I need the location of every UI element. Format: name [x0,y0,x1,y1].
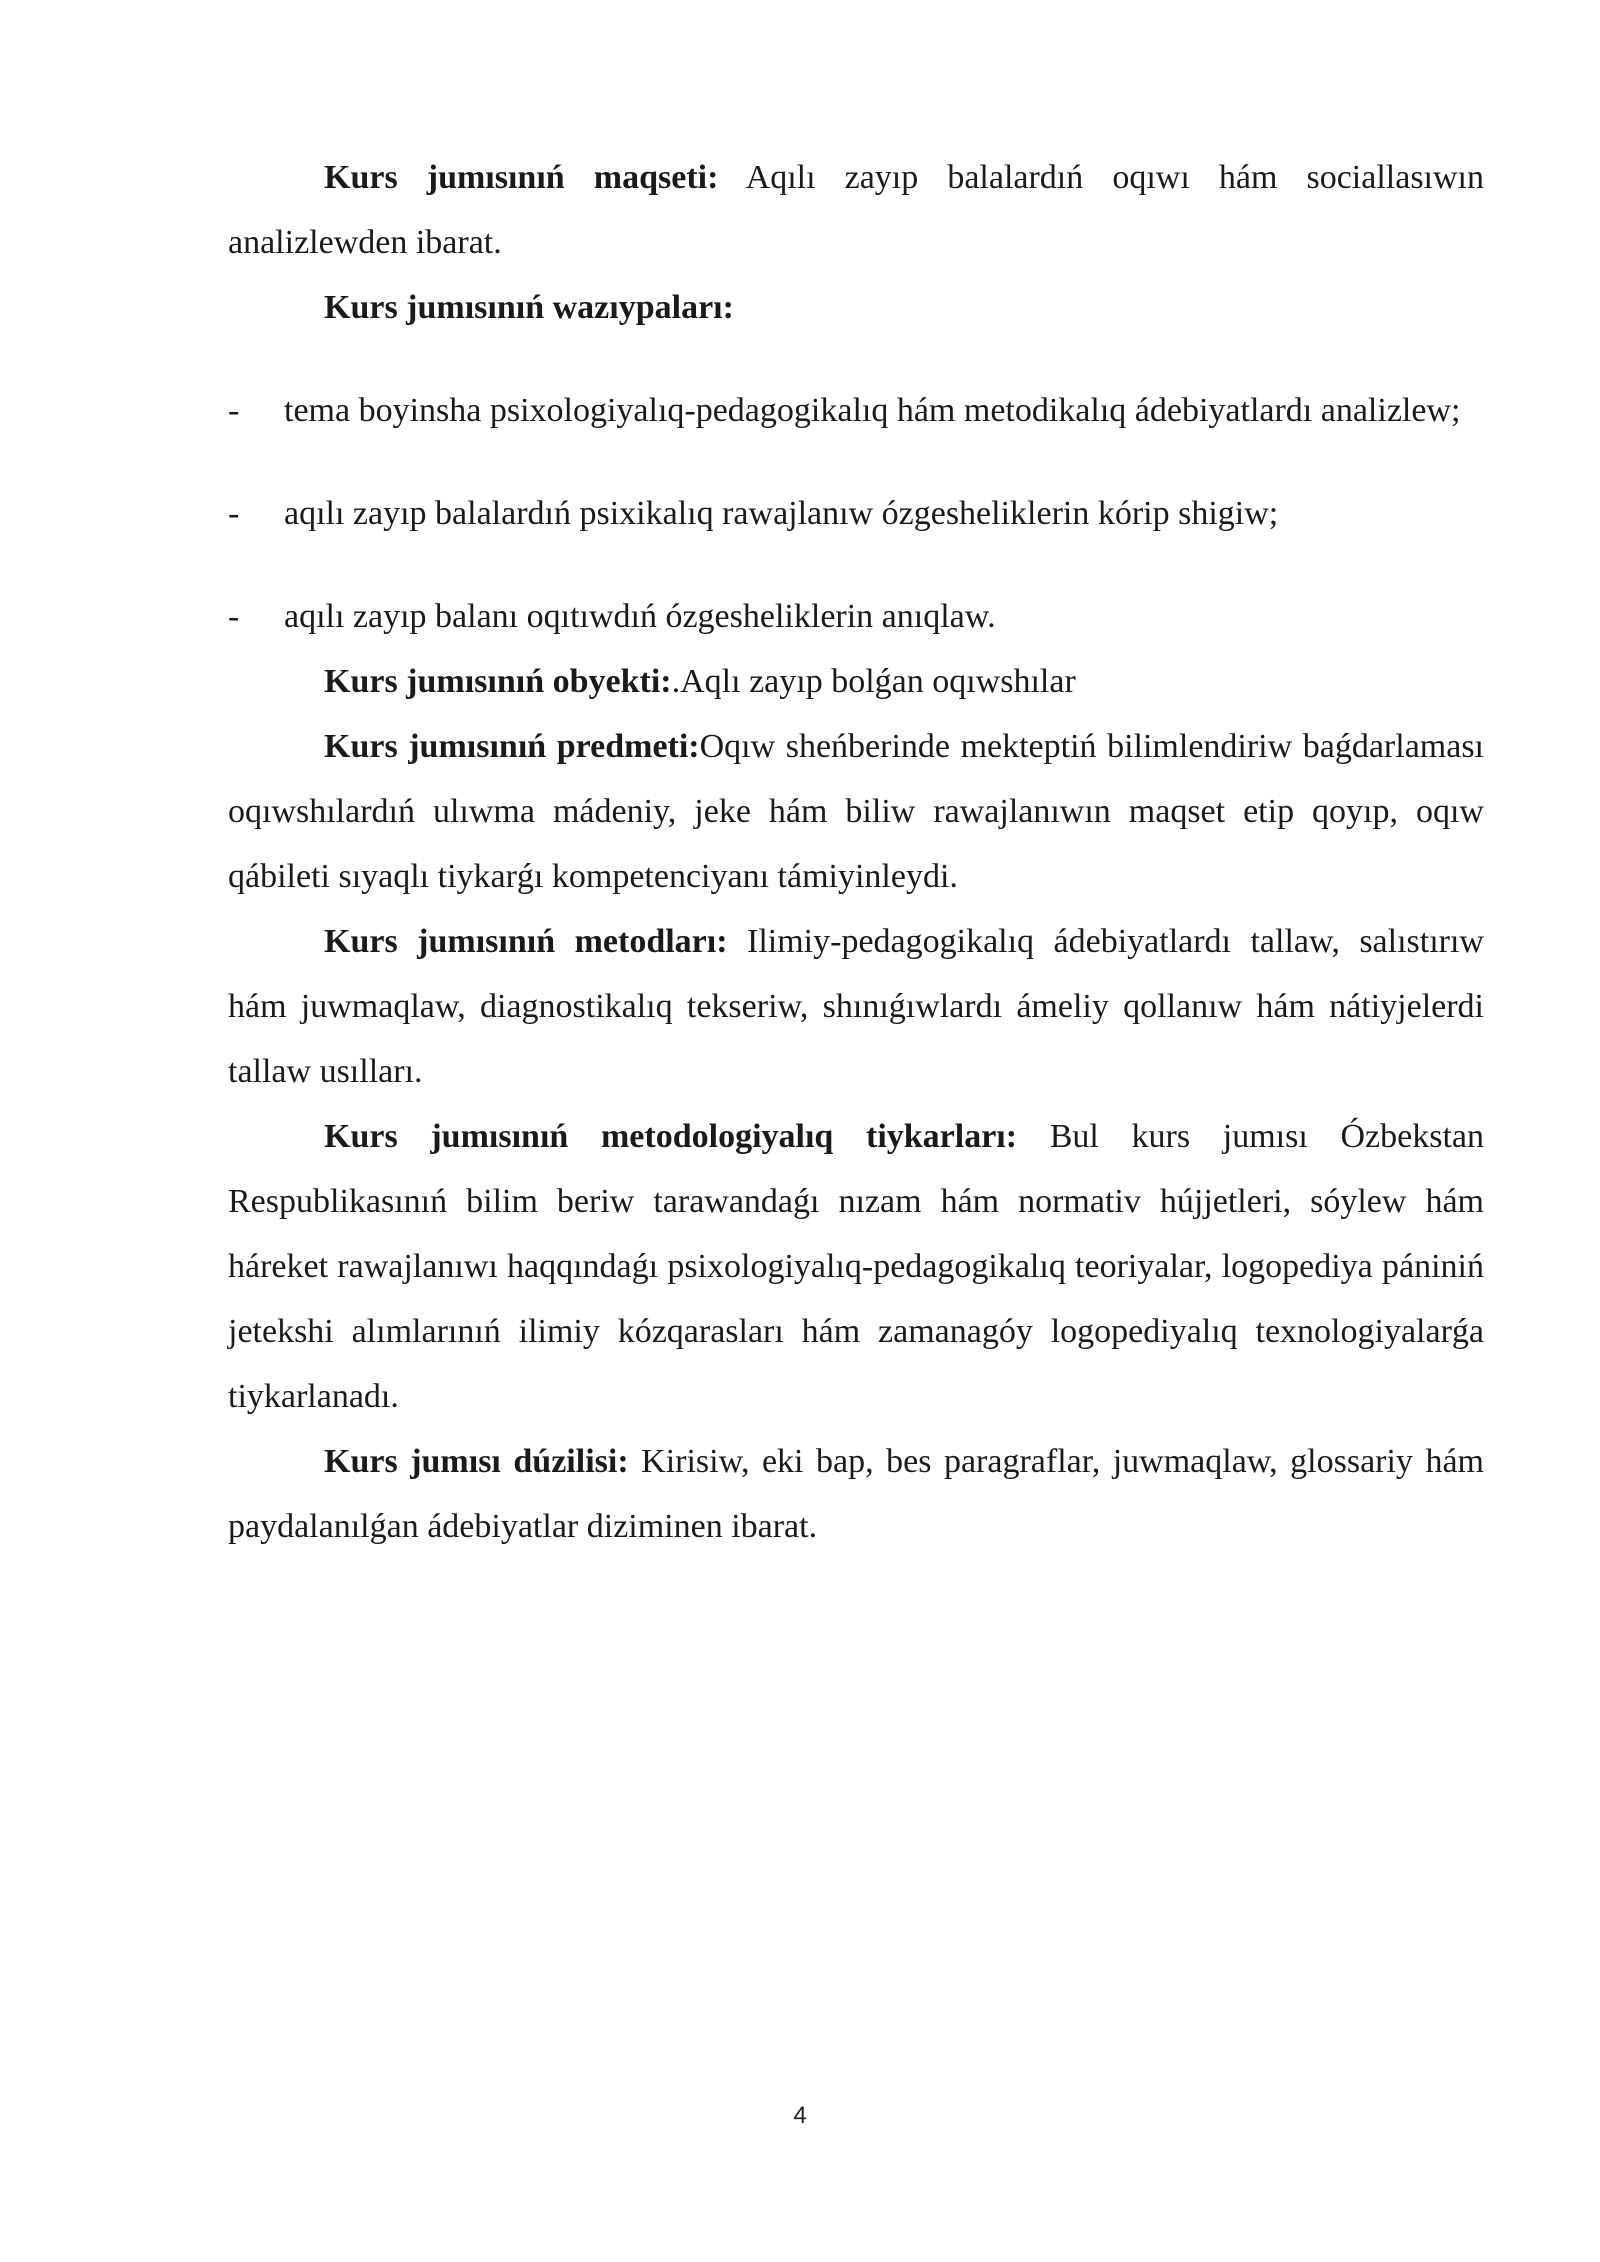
object-label: Kurs jumısınıń obyekti: [324,663,672,700]
goal-text: Aqılı zayıp balalardıń oqıwı hám sociallasıwın analizlewden ibarat. [228,159,1484,261]
list-item [228,584,1484,649]
object-text: .Aqlı zayıp bolǵan oqıwshılar [671,663,1076,700]
subject-text: Oqıw sheńberinde mekteptiń bilimlendiriw baǵdarlaması oqıwshılardıń ulıwma mádeniy, jeke hám biliw rawajlanıwın maqset etip qoyıp, oqıw qábileti sıyaqlı tiykarǵı kompetenciyanı támiyinleydi. [228,728,1484,895]
page-number: 4 [793,2102,807,2129]
methodology-label: Kurs jumısınıń metodologiyalıq tiykarları: [324,1118,1018,1155]
structure-label: Kurs jumısı dúzilisi: [324,1443,629,1480]
list-item [228,378,1484,443]
list-item-text: tema boyinsha psixologiyalıq-pedagogikalıq hám metodikalıq ádebiyatlardı analizlew; [284,392,1461,429]
goal-label: Kurs jumısınıń maqseti: [324,159,719,196]
list-dash: - [228,392,240,429]
methods-label: Kurs jumısınıń metodları: [324,923,728,960]
structure-paragraph [228,1429,1484,1559]
methods-paragraph [228,909,1484,1104]
list-dash: - [228,495,240,532]
goal-paragraph [228,145,1484,275]
list-item [228,481,1484,546]
methodology-paragraph [228,1104,1484,1429]
object-paragraph [228,649,1484,714]
list-item-text: aqılı zayıp balalardıń psixikalıq rawajlanıw ózgesheliklerin kórip shigiw; [284,495,1279,532]
tasks-heading: Kurs jumısınıń wazıypaları: [324,289,734,326]
document-body [228,145,1484,1559]
subject-label: Kurs jumısınıń predmeti: [324,728,700,765]
list-dash: - [228,598,240,635]
list-item-text: aqılı zayıp balanı oqıtıwdıń ózgesheliklerin anıqlaw. [284,598,996,635]
structure-text: Kirisiw, eki bap, bes paragraflar, juwmaqlaw, glossariy hám paydalanılǵan ádebiyatlar diziminen ibarat. [228,1443,1484,1545]
methodology-text: Bul kurs jumısı Ózbekstan Respublikasınıń bilim beriw tarawandaǵı nızam hám normativ hújjetleri, sóylew hám háreket rawajlanıwı haqqındaǵı psixologiyalıq-pedagogikalıq teoriyalar, logopediya pániniń jetekshi alımlarınıń ilimiy kózqarasları hám zamanagóy logopediyalıq texnologiyalarǵa tiykarlanadı. [228,1118,1484,1415]
subject-paragraph [228,714,1484,909]
methods-text: Ilimiy-pedagogikalıq ádebiyatlardı tallaw, salıstırıw hám juwmaqlaw, diagnostikalıq tekseriw, shınıǵıwlardı ámeliy qollanıw hám nátiyjelerdi tallaw usılları. [228,923,1484,1090]
